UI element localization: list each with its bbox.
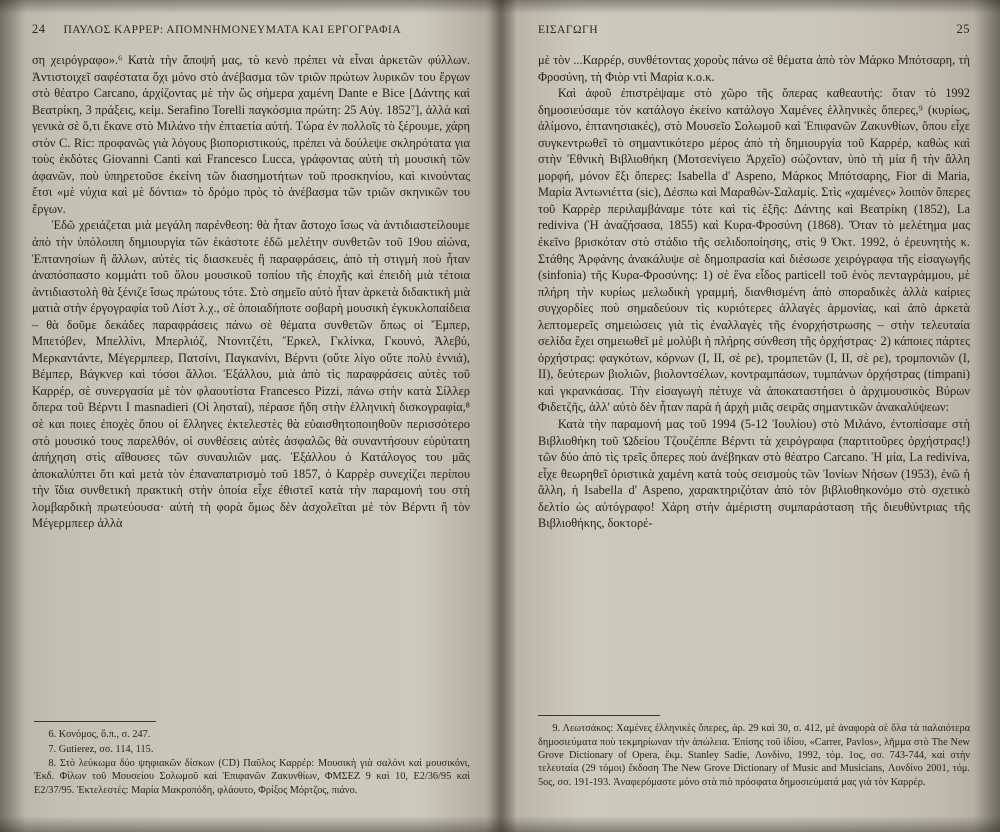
right-running-head (538, 22, 970, 38)
left-page-folio: 24 (32, 22, 46, 36)
footnote: 9. Λεωτσάκος: Χαμένες ἑλληνικὲς ὄπερες, ἀρ. 29 καὶ 30, σ. 412, μὲ ἀναφορὰ σὲ ὅλα τὰ παλαιότερα δημοσιεύματα ποὺ τεκμηρίωναν τὴν ἀπώλεια. Ἐπίσης τοῦ ἰδίου, «Carrer, Pavlos», λῆμμα στὸ The New Grove Dictionary of Opera, ἔκμ. Stanley Sadie, Λονδίνο, 1992, τόμ. 1ος, σσ. 743-744, καὶ στὴν τελευταία (29 τόμοι) ἔκδοση The New Grove Dictionary of Music and Musicians, Λονδίνο 2001, τόμ. 5ος, σσ. 191-193. Ἀναφερόμαστε μόνο στὰ πιὸ πρόσφατα δημοσιεύματά μας γιὰ τὸν Καρρέρ. (538, 723, 970, 788)
footnote-rule (538, 715, 660, 716)
right-page-footnotes (538, 722, 970, 789)
footnote-rule (34, 721, 156, 722)
left-running-head (32, 22, 470, 38)
footnote: 6. Κονόμος, ὅ.π., σ. 247. (48, 729, 151, 741)
paragraph: Καὶ ἀφοῦ ἐπιστρέψαμε στὸ χῶρο τῆς ὄπερας καθεαυτής: ὅταν τὸ 1992 δημοσιεύσαμε τὸν κατάλογο ἐκείνο κατάλογο Χαμένες ἑλληνικὲς ὄπερες,⁹ (κυρίως, ἀλίμονο, ἑπτανησιακές), στὸ Μουσεῖο Σολωμοῦ καὶ Ἐπιφανῶν Ζακυνθίων, ὅπου εἶχε συγκεντρωθεῖ τὸ σημαντικότερο μέρος ἀπὸ τὴ δημιουργία τοῦ Καρρέρ, καθὼς καὶ στὴν Ἐθνικὴ Βιβλιοθήκη (Μοτσενίγειο Ἀρχεῖο) σώζονταν, ὑπὸ τὴ μία ἢ τὴν ἄλλη μορφή, μόνον ἕξι ὄπερες: Isabella d' Aspeno, Μάρκος Μπότσαρης, Fior di Maria, Μαρία Ἀντωνιέττα (sic), Δέσπω καὶ Μαραθὼν-Σαλαμίς. Στὶς «χαμένες» λοιπὸν ὄπερες τοῦ Καρρὲρ περιλαμβάναμε τότε καὶ τὶς ἑξῆς: Δάντης καὶ Βεατρίκη (1852), La rediviva (Ἡ ἀναζήσασα, 1855) καὶ Κυρα-Φροσύνη (1868). Ὅταν τὸ μελέτημα μας ἐκεῖνο βρισκόταν στὸ στάδιο τῆς σελιδοποίησης, στὶς 9 Ὀκτ. 1992, ὁ ἐρευνητὴς κ. Στάθης Ἀρφάνης ἀνακάλυψε σὲ δημοπρασία καὶ διέσωσε χειρόγραφα τῆς εἰσαγωγῆς (sinfonia) τῆς Κυρα-Φροσύνης: 1) σὲ ἕνα εἶδος particell τοῦ ἑνὸς πενταγράμμου, μὲ πλήρη τὴν κυρίως μελωδικὴ γραμμή, διανθισμένη ἀπὸ σποραδικὲς ἀλλὰ καίριες συγχορδίες ποὺ σημαδεύουν τὶς κυριότερες ἀλλαγὲς ἁρμονίας, καὶ ἀπὸ ἀρκετὰ λεπτομερεῖς σημειώσεις γιὰ τὶς ἐναλλαγὲς τῆς ἐνορχήστρωσης – στὴν τελευταία σελίδα ἔχει σημειωθεῖ μὲ μολύβι ἡ πλήρης σύνθεση τῆς ὀρχήστρας· 2) κάποιες πάρτες ὀρχήστρας: φαγκότων, κόρνων (I, II, σὲ ρε), τρομπετῶν (I, II, σὲ ρε), τρομπονιῶν (I, II), δεύτερων βιολιῶν, βιολοντσέλων, κοντραμπάσων, τυμπάνων ὀρχήστρας (timpani) καὶ γκρανκάσας. Τὴν εἰσαγωγὴ πέτυχε νὰ ἀποκαταστήσει ὁ ἀρχιμουσικὸς Βύρων Φιδετζῆς, ἀλλ' αὐτὸ δὲν ἦταν παρὰ ἡ ἀρχὴ μιᾶς σειρᾶς σημαντικῶν ἀνακαλύψεων: (538, 86, 970, 415)
right-page-body (538, 52, 970, 532)
paragraph: Κατὰ τὴν παραμονή μας τοῦ 1994 (5-12 Ἰουλίου) στὸ Μιλάνο, ἐντοπίσαμε στὴ Βιβλιοθήκη τοῦ Ὠδείου Τζουζέππε Βέρντι τὰ χειρόγραφα (παρτιτοῦρες ὀρχήστρας!) τῶν δύο ἀπὸ τὶς τρεῖς ὄπερες ποὺ ἀνέβηκαν στὸ θέατρο Carcano. Ἡ μία, La rediviva, εἶχε θεωρηθεῖ ὁριστικὰ χαμένη κατὰ τοὺς σεισμοὺς τῶν Ἰονίων Νήσων (1953), ἐνῶ ἡ ἄλλη, ἡ Isabella d' Aspeno, χαρακτηριζόταν ἀπὸ τὸν βιβλιοθηκονόμο στὸ σχετικὸ δελτίο ὡς αὐτόγραφο! Χάρη στὴν ἀμέριστη συμπαράσταση τῆς διευθύντριας τῆς Βιβλιοθήκης, δοκτορέ- (538, 417, 970, 531)
right-page-footnote-block (538, 705, 970, 790)
paragraph: Ἐδῶ χρειάζεται μιὰ μεγάλη παρένθεση: θὰ ἦταν ἄστοχο ἴσως νὰ ἀντιδιαστείλουμε ἀπὸ τὴν ὑπόλοιπη δημιουργία τῶν ἑκάστοτε ἐδῶ μελέτην συνθετῶν τοῦ 19ου αἰώνα, Ἑπτανησίων ἢ ἄλλων, αὐτὲς τὶς διασκευὲς ἢ παραφράσεις, ἀπὸ τὴ στιγμὴ ποὺ ἦταν ἀναπόσπαστο κομμάτι τοῦ ὅλου μουσικοῦ τοπίου τῆς ἐποχῆς καὶ ἐπειδὴ μιὰ τέτοια ἀντιδιαστολὴ θὰ ξένιζε ἴσως πρώτους τότε. Στὸ σημεῖο αὐτὸ ἦταν ἀρκετὰ διδακτικὴ μιὰ ματιὰ στὴν ἐργογραφία τοῦ Λίστ λ.χ., σὲ ὁποιαδήποτε σοβαρὴ μουσικὴ ἐγκυκλοπαίδεια – θὰ δοῦμε δεκάδες παραφράσεις πάνω σὲ θέματα συνθετῶν ὅπως οἱ Ἔμπερ, Μπετόβεν, Μπελλίνι, Μπερλιόζ, Ντονιτζέτι, Ἔρκελ, Γκλίνκα, Γκουνό, Ἀλεβύ, Μερκαντάντε, Μέγερμπεερ, Πατσίνι, Παγκανίνι, Βέρντι (οὔτε λίγο οὔτε πολὺ ἐννιά), Βέμπερ, Βάγκνερ καὶ τόσοι ἄλλοι. Ἐξάλλου, μιὰ ἀπὸ τὶς παραφράσεις αὐτὲς τοῦ Καρρέρ, σὲ συνεργασία μὲ τὸν φλαουτίστα Francesco Pizzi, πάνω στὴν κατὰ Σίλλερ ὄπερα τοῦ Βέρντι I masnadieri (Οἱ λησταί), πέρασε ἤδη στὴν ἑλληνικὴ δισκογραφία,⁸ σὲ και ποιες ἐποχὲς ὅπου οἱ ἕλληνες ἐκτελεστὲς θὰ εὐαισθητοποιηθοῦν περισσότερο στὸ μουσικό τους παρελθόν, οἱ συνθέσεις αὐτὲς ἀσφαλῶς θὰ συναντήσουν εὐρύτατη ἀπήχηση στὶς αἴθουσες τῶν συναυλιῶν μας. Ἐξάλλου ὁ Κατάλογος του μᾶς ἀποκαλύπτει ὅτι καὶ μετὰ τὸν ἐπαναπατρισμὸ τοῦ 1857, ὁ Καρρὲρ συνεχίζει περίπου τὴν ἴδια συνθετικὴ πρακτικὴ στὴν ὁποία εἶχε ἐθιστεῖ κατὰ τὴν παραμονή του στὴ λομβαρδικὴ πρωτεύουσα· αὐτὴ τὴ φορὰ ὅμως δὲν ἀσχολεῖται μὲ τὸν Βέρντι ἢ τὸν Μέγερμπεερ ἀλλὰ (32, 218, 470, 531)
paragraph: ση χειρόγραφο».⁶ Κατὰ τὴν ἄποψή μας, τὸ κενὸ πρέπει νὰ εἶναι ἀρκετῶν φύλλων. Ἀντιστοιχεῖ σαφέστατα ὄχι μόνο στὸ ἀνέβασμα τῶν τριῶν πρώτων λυρικῶν του ἔργων στὸ θέατρο Carcano, ἀρχίζοντας μὲ τὴν ὣς σήμερα χαμένη Dante e Bice [Δάντης καὶ Βεατρίκη, 3 πράξεις, κείμ. Serafino Torelli παγκόσμια πρώτη: 25 Αὐγ. 1852⁷], ἀλλὰ καὶ γενικὰ σὲ ὅ,τι ἔκανε στὸ Μιλάνο τὴν ἐπταετία αὐτή. Τώρα ἐν πολλοῖς τὸ ξέρουμε, χάρη στὸν C. Ric: προφανῶς γιὰ λόγους βιοποριστικούς, πρέπει νὰ δούλεψε σκληρότατα για τοὺς ἐκδότες Giovanni Canti καὶ Francesco Lucca, γράφοντας αὐτὴ τὴ μουσικὴ τῶν ἀφανῶν, ποὺ ὑπηρετοῦσε ἐκείνη τῶν διασημοτήτων τοῦ προσκηνίου, καὶ κινούντας ἔτσι «μὲ νύχια καὶ μὲ δόντια» τὸ δρόμο πρὸς τὸ ἀνέβασμα τῶν τριῶν σκηνικῶν του ἔργων. (32, 53, 470, 216)
right-page (500, 0, 1000, 832)
footnote: 7. Gutiеrеz, σσ. 114, 115. (48, 743, 154, 755)
left-page-footnote-block (34, 711, 470, 798)
right-running-head-title: ΕΙΣΑΓΩΓΗ (538, 24, 599, 36)
footnote: 8. Στὸ λεύκωμα δύο ψηφιακῶν δίσκων (CD) Παῦλος Καρρέρ: Μουσικὴ γιὰ σαλόνι καὶ μουσικόνι, Ἐκδ. Φίλων τοῦ Μουσείου Σολωμοῦ καὶ Ἐπιφανῶν Ζακυνθίων, ΦΜΣΕΖ 9 καὶ 10, Ε2/36/95 καὶ Ε2/37/95. Ἐκτελεστές: Μαρία Μακροπόδη, φλάουτο, Φρίξος Μόρτζος, πιάνο. (34, 757, 470, 796)
left-page-body (32, 52, 470, 532)
left-page-footnotes (34, 728, 470, 797)
left-running-head-title: ΠΑΥΛΟΣ ΚΑΡΡΕΡ: ΑΠΟΜΝΗΜΟΝΕΥΜΑΤΑ ΚΑΙ ΕΡΓΟΓΡΑΦΙΑ (63, 24, 402, 36)
right-page-folio: 25 (956, 22, 970, 36)
paragraph: μὲ τὸν ...Καρρέρ, συνθέτοντας χοροὺς πάνω σὲ θέματα ἀπὸ τὸν Μάρκο Μπότσαρη, τὴ Φροσύνη, τὴ Φιὸρ ντὶ Μαρία κ.ο.κ. (538, 53, 970, 84)
